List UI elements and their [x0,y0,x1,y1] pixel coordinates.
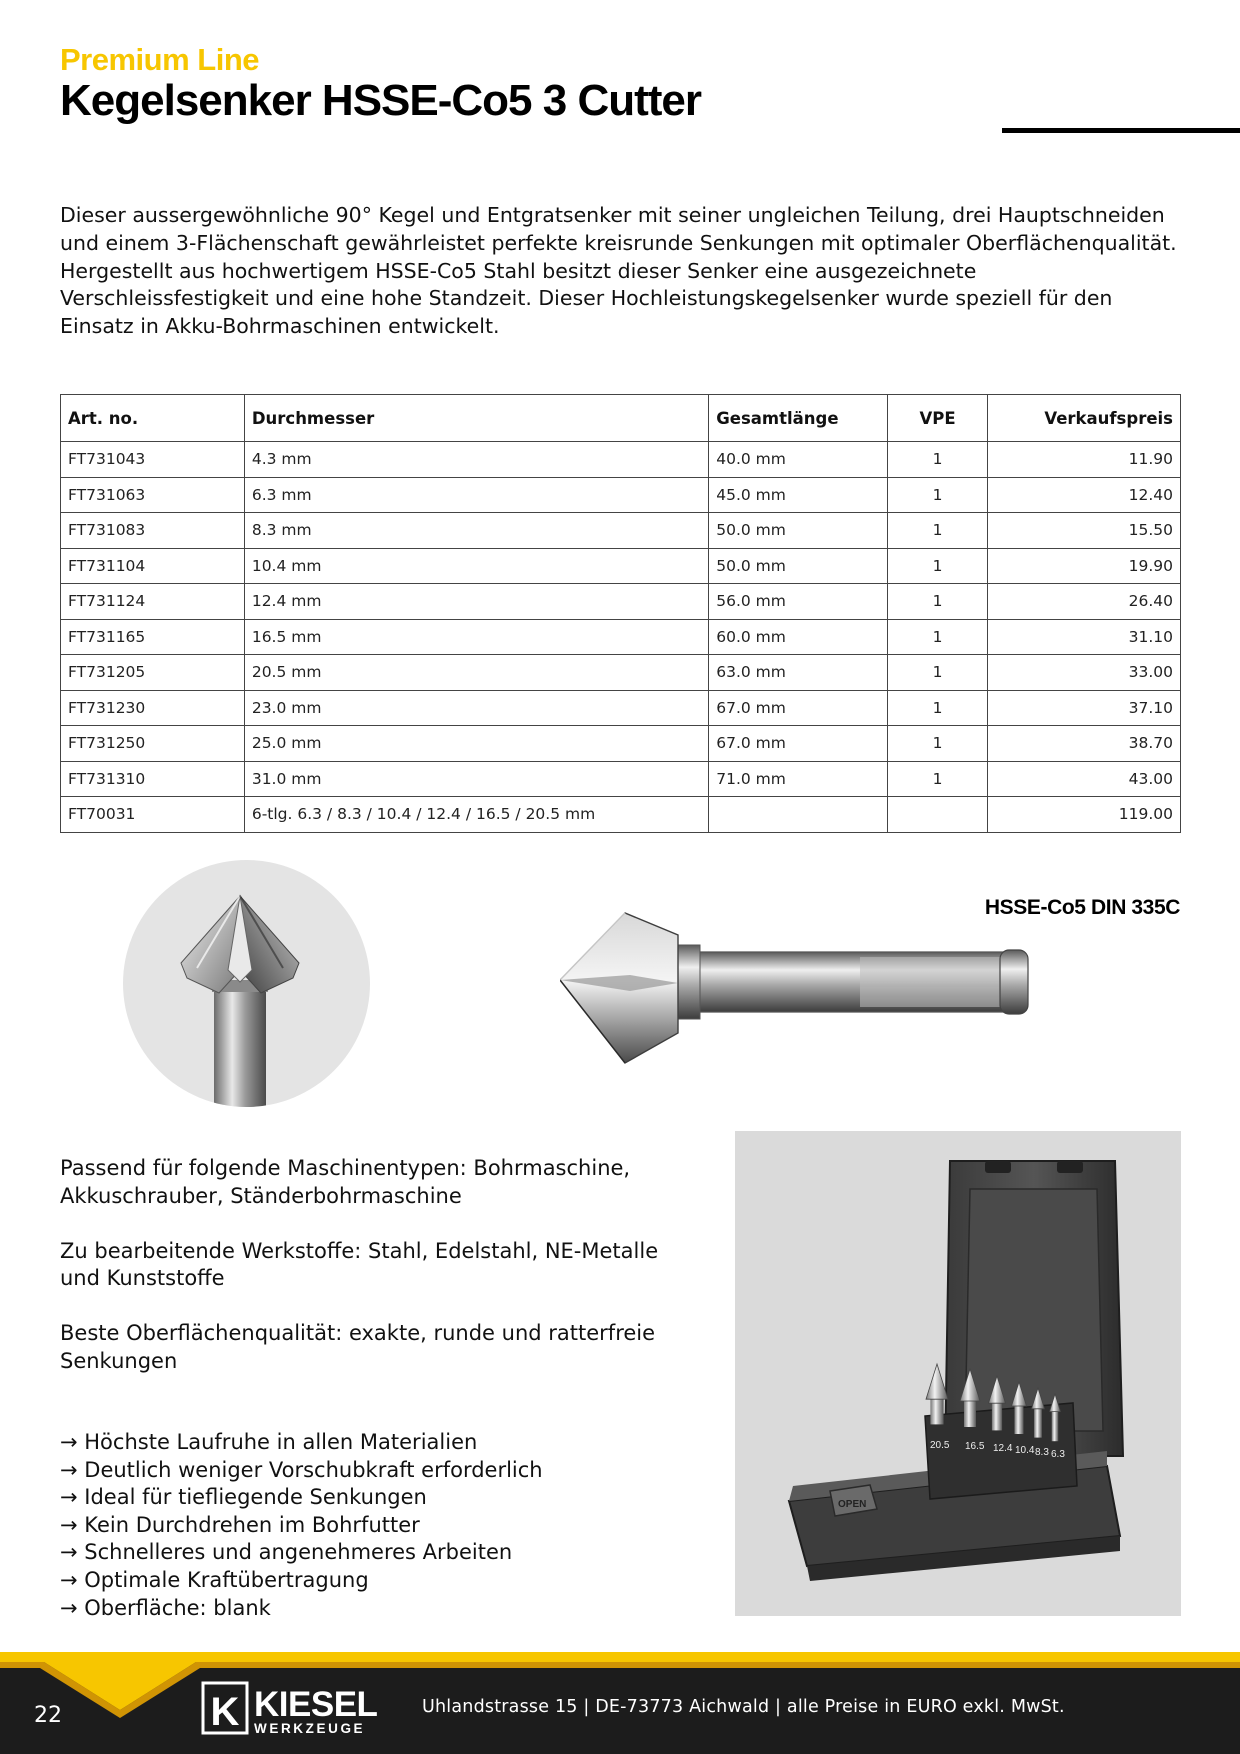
detail-image-circle [123,860,370,1107]
cell-art-no: FT731043 [61,442,245,478]
table-row [61,548,1181,584]
cell-length: 56.0 mm [709,584,888,620]
table-row [61,690,1181,726]
cell-length [709,797,888,833]
cell-diameter: 25.0 mm [244,726,708,762]
cell-vpe: 1 [888,726,988,762]
cell-vpe: 1 [888,619,988,655]
cell-art-no: FT70031 [61,797,245,833]
cell-vpe: 1 [888,548,988,584]
cell-price: 26.40 [988,584,1181,620]
cell-vpe [888,797,988,833]
cell-art-no: FT731083 [61,513,245,549]
benefit-item: → Optimale Kraftübertragung [60,1567,369,1592]
cell-length: 50.0 mm [709,548,888,584]
set-case-photo [735,1131,1181,1616]
cell-length: 40.0 mm [709,442,888,478]
cell-art-no: FT731104 [61,548,245,584]
cell-art-no: FT731124 [61,584,245,620]
cell-diameter: 8.3 mm [244,513,708,549]
cell-diameter: 4.3 mm [244,442,708,478]
benefit-item: → Deutlich weniger Vorschubkraft erforderlich [60,1457,543,1482]
cell-vpe: 1 [888,513,988,549]
table-row [61,655,1181,691]
cell-art-no: FT731250 [61,726,245,762]
cell-diameter: 23.0 mm [244,690,708,726]
cell-price: 19.90 [988,548,1181,584]
cell-vpe: 1 [888,655,988,691]
product-description: Dieser aussergewöhnliche 90° Kegel und Entgratsenker mit seiner ungleichen Teilung, drei Hauptschneiden und einem 3-Flächenschaft gewährleistet perfekte kreisrunde Senkungen mit optimaler Oberflächenqualität. Hergestellt aus hochwertigem HSSE-Co5 Stahl besitzt dieser Senker eine ausgezeichnete Verschleissfestigkeit und eine hohe Standzeit. Dieser Hochleistungskegelsenker wurde speziell für den Einsatz in Akku-Bohrmaschinen entwickelt. [60,203,1177,339]
cell-diameter: 31.0 mm [244,761,708,797]
svg-text:KIESEL: KIESEL [254,1685,378,1724]
page-number: 22 [34,1703,62,1728]
cell-diameter: 6.3 mm [244,477,708,513]
cell-vpe: 1 [888,761,988,797]
col-header-length: Gesamtlänge [709,395,888,442]
cell-length: 67.0 mm [709,690,888,726]
table-header-row [61,395,1181,442]
case-latch-label: OPEN [838,1499,867,1510]
cell-length: 71.0 mm [709,761,888,797]
cell-price: 43.00 [988,761,1181,797]
product-table [60,394,1181,833]
table-row [61,797,1181,833]
cell-price: 15.50 [988,513,1181,549]
cell-diameter: 10.4 mm [244,548,708,584]
table-row [61,513,1181,549]
benefit-item: → Schnelleres und angenehmeres Arbeiten [60,1540,513,1565]
cell-length: 60.0 mm [709,619,888,655]
col-header-price: Verkaufspreis [988,395,1181,442]
cell-length: 67.0 mm [709,726,888,762]
cell-art-no: FT731205 [61,655,245,691]
svg-text:K: K [210,1690,240,1734]
cell-price: 119.00 [988,797,1181,833]
col-header-diameter: Durchmesser [244,395,708,442]
feature-machines: Passend für folgende Maschinentypen: Bohrmaschine, Akkuschrauber, Ständerbohrmaschine [60,1156,631,1208]
svg-text:16.5: 16.5 [965,1441,985,1452]
cell-length: 45.0 mm [709,477,888,513]
cell-length: 50.0 mm [709,513,888,549]
benefit-item: → Ideal für tiefliegende Senkungen [60,1485,427,1510]
col-header-vpe: VPE [888,395,988,442]
cell-length: 63.0 mm [709,655,888,691]
cell-price: 33.00 [988,655,1181,691]
svg-text:WERKZEUGE: WERKZEUGE [254,1721,366,1736]
feature-surface: Beste Oberflächenqualität: exakte, runde und ratterfreie Senkungen [60,1321,656,1373]
countersink-tip-image [123,860,370,1107]
page-title: Kegelsenker HSSE-Co5 3 Cutter [60,76,701,125]
table-row [61,477,1181,513]
cell-price: 37.10 [988,690,1181,726]
cell-vpe: 1 [888,690,988,726]
cell-art-no: FT731063 [61,477,245,513]
cell-vpe: 1 [888,477,988,513]
material-standard-label: HSSE-Co5 DIN 335C [984,896,1180,919]
benefit-item: → Höchste Laufruhe in allen Materialien [60,1430,478,1454]
benefit-item: → Oberfläche: blank [60,1595,271,1620]
countersink-side-image [560,905,1040,1065]
benefit-list [60,1429,700,1622]
svg-text:8.3: 8.3 [1035,1447,1049,1458]
kiesel-logo [201,1681,389,1736]
svg-text:12.4: 12.4 [993,1443,1013,1454]
benefit-item: → Kein Durchdrehen im Bohrfutter [60,1512,420,1537]
cell-price: 11.90 [988,442,1181,478]
cell-price: 31.10 [988,619,1181,655]
cell-art-no: FT731165 [61,619,245,655]
table-row [61,619,1181,655]
countersink-set-case-image [735,1131,1181,1616]
col-header-art-no: Art. no. [61,395,245,442]
cell-diameter: 16.5 mm [244,619,708,655]
cell-vpe: 1 [888,442,988,478]
cell-diameter: 12.4 mm [244,584,708,620]
cell-art-no: FT731230 [61,690,245,726]
table-row [61,726,1181,762]
feature-block [60,1155,700,1403]
cell-vpe: 1 [888,584,988,620]
svg-text:6.3: 6.3 [1051,1449,1065,1460]
svg-text:20.5: 20.5 [930,1440,950,1451]
cell-price: 12.40 [988,477,1181,513]
table-row [61,761,1181,797]
svg-text:10.4: 10.4 [1015,1445,1035,1456]
cell-art-no: FT731310 [61,761,245,797]
cell-price: 38.70 [988,726,1181,762]
cell-diameter: 20.5 mm [244,655,708,691]
brand-line: Premium Line [60,42,259,77]
table-row [61,584,1181,620]
footer-address: Uhlandstrasse 15 | DE-73773 Aichwald | alle Preise in EURO exkl. MwSt. [422,1697,1065,1717]
table-row [61,442,1181,478]
cell-diameter: 6-tlg. 6.3 / 8.3 / 10.4 / 12.4 / 16.5 / 20.5 mm [244,797,708,833]
feature-materials: Zu bearbeitende Werkstoffe: Stahl, Edelstahl, NE-Metalle und Kunststoffe [60,1238,659,1290]
title-divider [1002,128,1240,133]
